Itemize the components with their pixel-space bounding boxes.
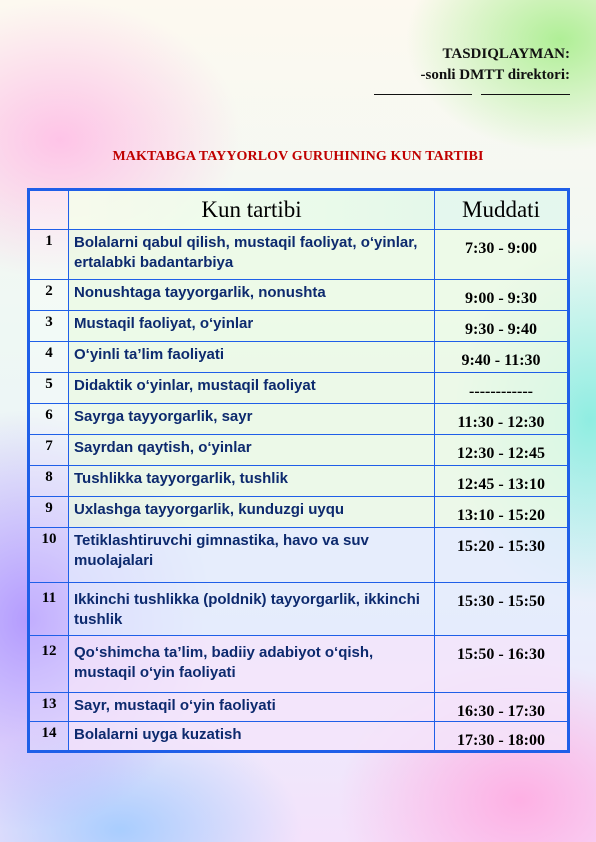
table-row <box>29 373 569 404</box>
row-number: 11 <box>29 583 69 636</box>
row-number: 12 <box>29 636 69 693</box>
document-title: MAKTABGA TAYYORLOV GURUHINING KUN TARTIBI <box>112 149 484 164</box>
row-time: 9:30 - 9:40 <box>435 311 569 342</box>
signature-line <box>374 94 472 95</box>
row-time: 12:45 - 13:10 <box>435 466 569 497</box>
row-number: 6 <box>29 404 69 435</box>
row-time: 9:40 - 11:30 <box>435 342 569 373</box>
table-row <box>29 636 569 693</box>
row-number: 4 <box>29 342 69 373</box>
approval-heading: TASDIQLAYMAN: <box>442 46 570 62</box>
table-row <box>29 230 569 280</box>
row-time: 15:50 - 16:30 <box>435 636 569 693</box>
signature-lines <box>310 94 570 95</box>
row-activity: Tushlikka tayyorgarlik, tushlik <box>69 466 435 497</box>
table-row <box>29 583 569 636</box>
table-row <box>29 311 569 342</box>
schedule-table <box>27 188 570 753</box>
row-time: 15:30 - 15:50 <box>435 583 569 636</box>
row-number: 9 <box>29 497 69 528</box>
row-activity: Bolalarni qabul qilish, mustaqil faoliyat, o‘yinlar, ertalabki badantarbiya <box>69 230 435 280</box>
row-activity: Nonushtaga tayyorgarlik, nonushta <box>69 280 435 311</box>
header-duration: Muddati <box>435 190 569 230</box>
approval-block <box>310 44 570 95</box>
row-number: 5 <box>29 373 69 404</box>
row-number: 2 <box>29 280 69 311</box>
table-header-row <box>29 190 569 230</box>
row-activity: Sayrdan qaytish, o‘yinlar <box>69 435 435 466</box>
row-time: 11:30 - 12:30 <box>435 404 569 435</box>
name-line <box>481 94 570 95</box>
table-row <box>29 404 569 435</box>
row-time: 13:10 - 15:20 <box>435 497 569 528</box>
table-row <box>29 693 569 722</box>
row-time: 7:30 - 9:00 <box>435 230 569 280</box>
row-activity: Qo‘shimcha ta’lim, badiiy adabiyot o‘qish, mustaqil o‘yin faoliyati <box>69 636 435 693</box>
table-row <box>29 722 569 752</box>
row-number: 3 <box>29 311 69 342</box>
table-row <box>29 435 569 466</box>
row-activity: O‘yinli ta’lim faoliyati <box>69 342 435 373</box>
row-number: 8 <box>29 466 69 497</box>
table-row <box>29 497 569 528</box>
director-line: -sonli DMTT direktori: <box>420 67 570 83</box>
row-time: 16:30 - 17:30 <box>435 693 569 722</box>
row-number: 10 <box>29 528 69 583</box>
row-activity: Mustaqil faoliyat, o‘yinlar <box>69 311 435 342</box>
row-time: 17:30 - 18:00 <box>435 722 569 752</box>
row-activity: Sayr, mustaqil o‘yin faoliyati <box>69 693 435 722</box>
row-activity: Sayrga tayyorgarlik, sayr <box>69 404 435 435</box>
table-row <box>29 528 569 583</box>
row-time: ------------ <box>435 373 569 404</box>
row-activity: Uxlashga tayyorgarlik, kunduzgi uyqu <box>69 497 435 528</box>
row-activity: Didaktik o‘yinlar, mustaqil faoliyat <box>69 373 435 404</box>
row-time: 15:20 - 15:30 <box>435 528 569 583</box>
table-row <box>29 342 569 373</box>
table-row <box>29 280 569 311</box>
row-number: 7 <box>29 435 69 466</box>
row-activity: Tetiklashtiruvchi gimnastika, havo va suv muolajalari <box>69 528 435 583</box>
row-activity: Ikkinchi tushlikka (poldnik) tayyorgarlik, ikkinchi tushlik <box>69 583 435 636</box>
header-number <box>29 190 69 230</box>
row-number: 14 <box>29 722 69 752</box>
row-time: 9:00 - 9:30 <box>435 280 569 311</box>
header-activity: Kun tartibi <box>69 190 435 230</box>
row-time: 12:30 - 12:45 <box>435 435 569 466</box>
table-row <box>29 466 569 497</box>
row-number: 1 <box>29 230 69 280</box>
row-number: 13 <box>29 693 69 722</box>
row-activity: Bolalarni uyga kuzatish <box>69 722 435 752</box>
